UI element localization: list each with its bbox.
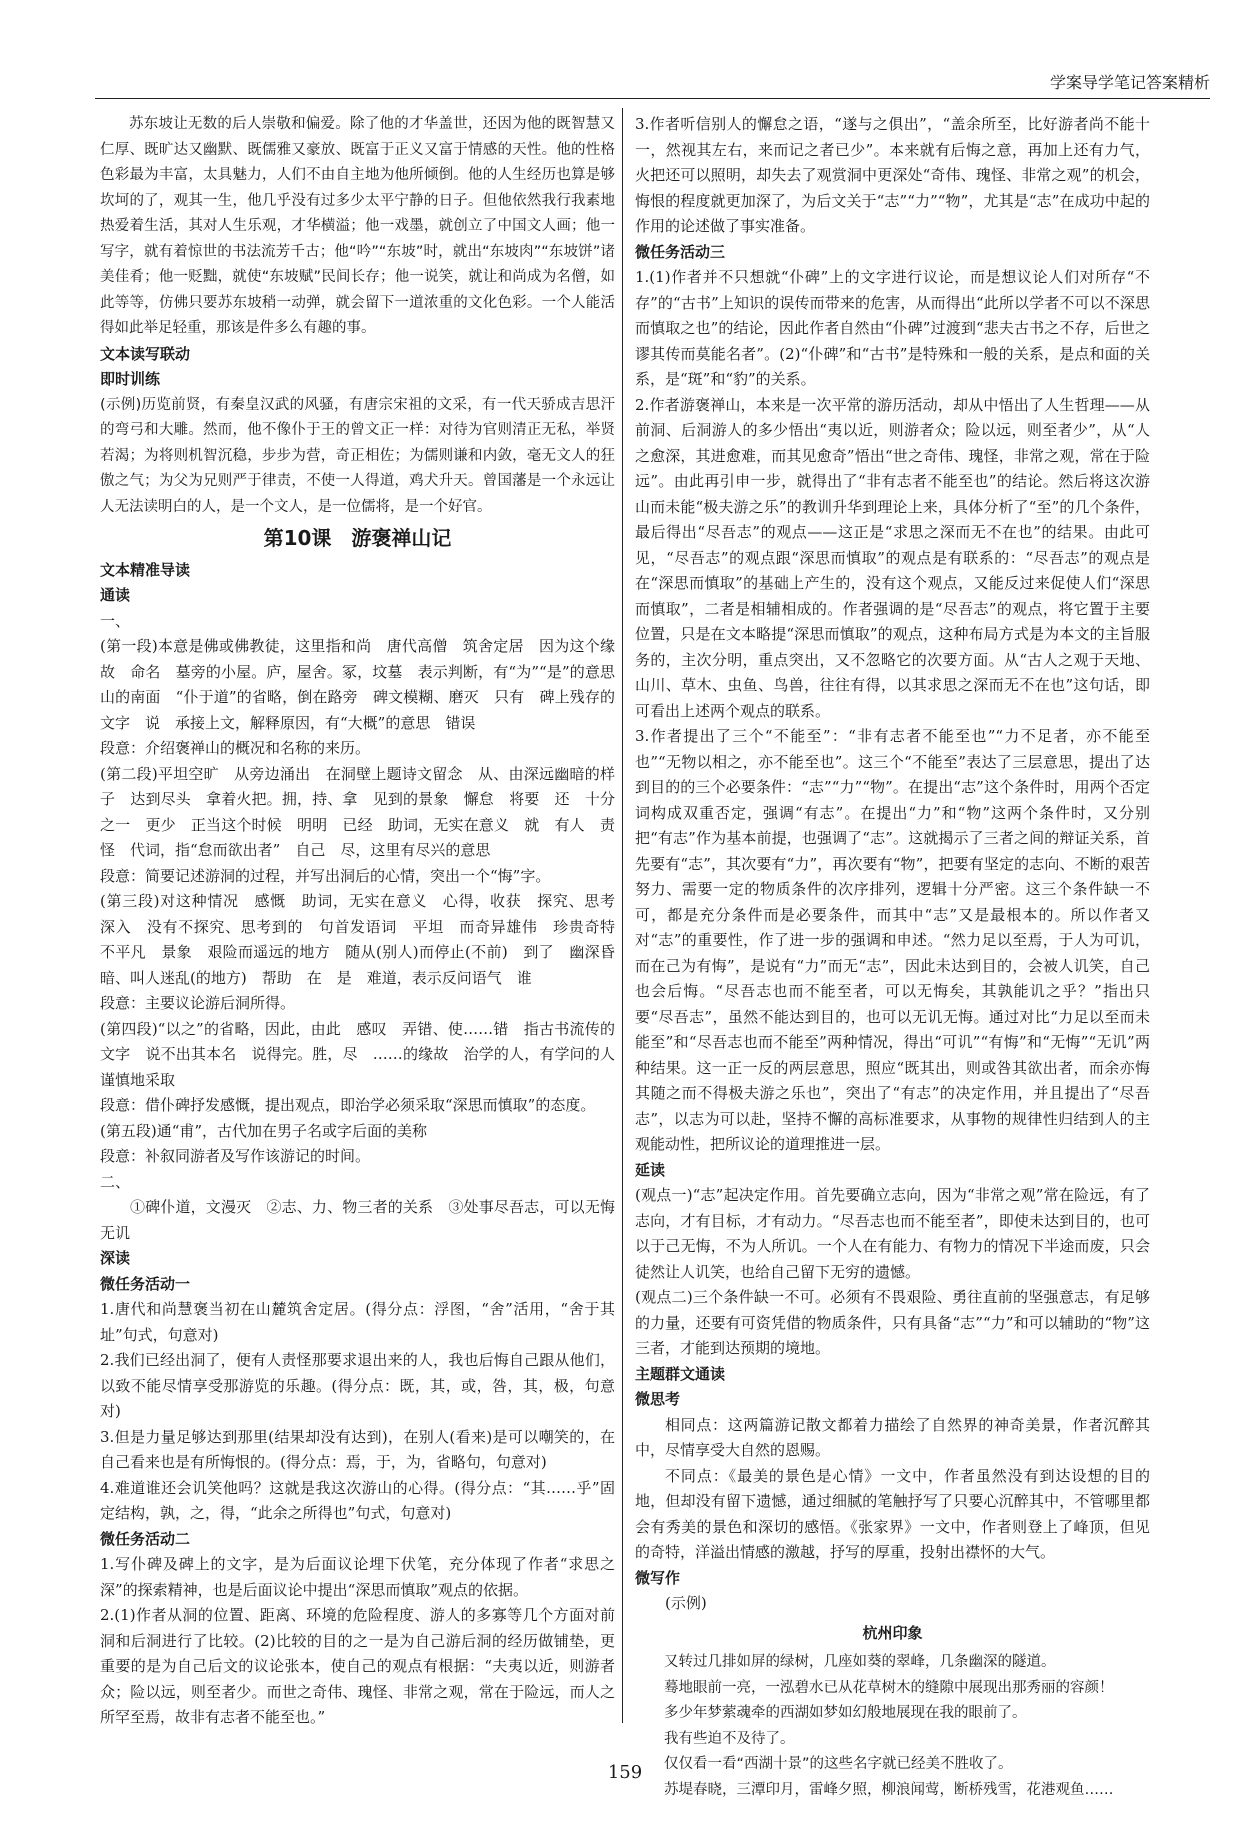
answer-item: 2.我们已经出洞了，便有人责怪那要求退出来的人，我也后悔自己跟从他们，以致不能尽情享受那游览的乐趣。(得分点：既，其，或，咎，其，极，句意对) [100,1351,615,1420]
section-heading: 文本精准导读 [100,560,191,579]
gloss-paragraph: (第四段)“以之”的省略，因此，由此 感叹 弄错、使……错 指古书流传的文字 说不出其本名 说得完。胜，尽 ……的缘故 治学的人，有学问的人 谨慎地采取 [100,1019,631,1089]
gloss-paragraph: (第二段)平坦空旷 从旁边涌出 在洞壁上题诗文留念 从、由深远幽暗的样子 达到尽头 拿着火把。拥，持、拿 见到的景象 懈怠 将要 还 十分之一 更少 正当这个时候 明明 已经 助词，无实在意义 就 有人 责怪 代词，指“怠而欲出者” 自己 尽，这里有尽兴的意思 [100,764,615,859]
essay-line: 多少年梦萦魂牵的西湖如梦如幻般地展现在我的眼前了。 [664,1705,1027,1721]
essay-title: 杭州印象 [862,1623,923,1642]
lesson-title: 第10课 游褒禅山记 [263,526,452,550]
paragraph-summary: 段意：介绍褒禅山的概况和名称的来历。 [100,739,371,757]
gloss-paragraph: (第一段)本意是佛或佛教徒，这里指和尚 唐代高僧 筑舍定居 因为这个缘故 命名 墓旁的小屋。庐，屋舍。冢，坟墓 表示判断，有“为”“是”的意思 山的南面 “仆于道”的省略，倒在路旁 碑文模糊、磨灭 只有 碑上残存的文字 说 承接上文，解释原因，有“大概”的意思 错误 [100,637,631,732]
list-marker: 二、 [100,1172,131,1191]
answer-item: 2.作者游褒禅山，本来是一次平常的游历活动，却从中悟出了人生哲理——从前洞、后洞游人的多少悟出“夷以近，则游者众；险以远，则至者少”，从“人之愈深，其进愈难，而其见愈奇”悟出“世之奇伟、瑰怪，非常之观，常在于险远”。由此再引申一步，就得出了“非有志者不能至也”的结论。然后将这次游山而未能“极夫游之乐”的教训升华到理论上来，具体分析了“至”的几个条件，最后得出“尽吾志”的观点——这正是“求思之深而无不在也”的结果。由此可见，“尽吾志”的观点跟“深思而慎取”的观点是有联系的：“尽吾志”的观点是在“深思而慎取”的基础上产生的，没有这个观点，又能反过来促使人们“深思而慎取”，二者是相辅相成的。作者强调的是“尽吾志”的观点，将它置于主要位置，只是在文本略提“深思而慎取”的观点，这种布局方式是为本文的主旨服务的，主次分明，重点突出，又不忽略它的次要方面。从“古人之观于天地、山川、草木、虫鱼、鸟兽，往往有得，以其求思之深而无不在也”这句话，即可看出上述两个观点的联系。 [635,395,1150,720]
left-column [100,112,631,1731]
section-heading: 主题群文通读 [635,1364,726,1383]
gloss-paragraph: (第五段)通“甫”，古代加在男子名或字后面的美称 [100,1121,428,1140]
section-heading: 微任务活动二 [100,1529,191,1548]
section-heading: 微任务活动一 [100,1274,191,1293]
section-heading: 微写作 [635,1568,681,1587]
paragraph-summary: 段意：补叙同游者及写作该游记的时间。 [100,1147,371,1165]
section-heading: 即时训练 [100,370,161,388]
answer-item: 3.但是力量足够达到那里(结果却没有达到)，在别人(看来)是可以嘲笑的，在自己看来也是有所悔恨的。(得分点：焉，于，为，省略句，句意对) [100,1427,615,1471]
page-header: 学案导学笔记答案精析 [1049,73,1210,92]
answer-item: 4.难道谁还会讥笑他吗？这就是我这次游山的心得。(得分点：“其……乎”固定结构，孰，之，得，“此余之所得也”句式，句意对) [100,1478,615,1522]
header-rule [95,98,1210,99]
paragraph-summary: 段意：简要记述游洞的过程，并写出洞后的心情，突出一个“悔”字。 [100,866,551,885]
sample-label: (示例) [665,1594,707,1612]
answer-item: 2.(1)作者从洞的位置、距离、环境的危险程度、游人的多寡等几个方面对前洞和后洞进行了比较。(2)比较的目的之一是为自己游后洞的经历做铺垫，更重要的是为自己后文的议论张本，使自己的观点有根据：“夫夷以近，则游者众；险以远，则至者少。而世之奇伟、瑰怪、非常之观，常在于险远，而人之所罕至焉，故非有志者不能至也。” [100,1606,615,1726]
column-divider [622,108,623,1723]
paragraph-summary: 段意：借仆碑抒发感慨，提出观点，即治学必须采取“深思而慎取”的态度。 [100,1096,596,1114]
essay-paragraph: 苏东坡让无数的后人崇敬和偏爱。除了他的才华盖世，还因为他的既智慧又仁厚、既旷达又幽默、既儒雅又豪放、既富于正义又富于情感的天性。他的性格色彩最为丰富，太具魅力，人们不由自主地为他所倾倒。他的人生经历也算是够坎坷的了，观其一生，他几乎没有过多少太平宁静的日子。但他依然我行我素地热爱着生活，其对人生乐观，才华横溢；他一戏墨，就创立了中国文人画；他一写字，就有着惊世的书法流芳千古；他“吟”“东坡”时，就出“东坡肉”“东坡饼”诸美佳肴；他一贬黜，就使“东坡赋”民间长存；他一说笑，就让和尚成为名僧，如此等等，仿佛只要苏东坡稍一动弹，就会留下一道浓重的文化色彩。一个人能活得如此举足轻重，那该是件多么有趣的事。 [100,116,615,336]
section-heading: 通读 [100,586,131,604]
list-marker: 一、 [100,611,131,630]
section-heading: 深读 [100,1249,131,1267]
answer-item: (观点二)三个条件缺一不可。必须有不畏艰险、勇往直前的坚强意志，有足够的力量，还要有可资凭借的物质条件，只有具备“志”“力”和可以辅助的“物”这三者，才能到达预期的境地。 [635,1288,1150,1357]
essay-line: 又转过几排如屏的绿树，几座如葵的翠峰，几条幽深的隧道。 [664,1654,1056,1670]
answer-item: 1.写仆碑及碑上的文字，是为后面议论埋下伏笔，充分体现了作者“求思之深”的探索精神，也是后面议论中提出“深思而慎取”观点的依据。 [100,1555,615,1599]
essay-line: 蓦地眼前一亮，一泓碧水已从花草树木的缝隙中展现出那秀丽的容颜！ [664,1679,1114,1696]
answer-item: (观点一)“志”起决定作用。首先要确立志向，因为“非常之观”常在险远，有了志向，才有目标，才有动力。“尽吾志也而不能至者”，即使未达到目的，也可以于己无悔，不为人所讥。一个人在有能力、有物力的情况下半途而废，只会徒然让人讥笑，也给自己留下无穷的遗憾。 [635,1186,1150,1281]
paragraph-summary: 段意：主要议论游后洞所得。 [100,994,296,1012]
section-heading: 延读 [635,1160,666,1179]
page-number: 159 [607,1762,643,1783]
sample-paragraph: (示例)历览前贤，有秦皇汉武的风骚，有唐宗宋祖的文采，有一代天骄成吉思汗的弯弓和大雕。然而，他不像仆于王的曾文正一样：对待为官则清正无私，举贤若渴；为将则机智沉稳，步步为营，奇正相佐；为儒则谦和内敛，毫无文人的狂傲之气；为父为兄则严于律责，不使一人得道，鸡犬升天。曾国藩是一个永远让人无法读明白的人，是一个文人，是一位儒将，是一个好官。 [100,396,615,515]
answer-item: ①碑仆道，文漫灭 ②志、力、物三者的关系 ③处事尽吾志，可以无悔无讥 [100,1198,615,1242]
section-heading: 文本读写联动 [100,344,191,363]
right-column [635,112,1150,1803]
answer-item: 相同点：这两篇游记散文都着力描绘了自然界的神奇美景，作者沉醉其中，尽情享受大自然的恩赐。 [635,1415,1150,1459]
answer-item: 不同点：《最美的景色是心情》一文中，作者虽然没有到达设想的目的地，但却没有留下遗憾，通过细腻的笔触抒写了只要心沉醉其中，不管哪里都会有秀美的景色和深切的感悟。《张家界》一文中，作者则登上了峰顶，但见的奇特，洋溢出情感的激越，抒写的厚重，投射出襟怀的大气。 [635,1466,1150,1561]
section-heading: 微任务活动三 [635,242,726,261]
answer-item: 1.唐代和尚慧褒当初在山麓筑舍定居。(得分点：浮图，“舍”活用，“舍于其址”句式，句意对) [100,1300,615,1344]
answer-item: 1.(1)作者并不只想就“仆碑”上的文字进行议论，而是想议论人们对所存“不存”的“古书”上知识的误传而带来的危害，从而得出“此所以学者不可以不深思而慎取之也”的结论，因此作者自然由“仆碑”过渡到“悲夫古书之不存，后世之谬其传而莫能名者”。(2)“仆碑”和“古书”是特殊和一般的关系，是点和面的关系，是“斑”和“豹”的关系。 [635,268,1150,388]
answer-item: 3.作者提出了三个“不能至”：“非有志者不能至也”“力不足者，亦不能至也”“无物以相之，亦不能至也”。这三个“不能至”表达了三层意思，提出了达到目的的三个必要条件：“志”“力”“物”。在提出“志”这个条件时，用两个否定词构成双重否定，强调“有志”。在提出“力”和“物”这两个条件时，又分别把“有志”作为基本前提，也强调了“志”。这就揭示了三者之间的辩证关系，首先要有“志”，其次要有“力”，再次要有“物”，把要有坚定的志向、不断的艰苦努力、需要一定的物质条件的次序排列，逻辑十分严密。这三个条件缺一不可，都是充分条件而是必要条件，而其中“志”又是最根本的。所以作者又对“志”的重要性，作了进一步的强调和申述。“然力足以至焉，于人为可讥，而在己为有悔”，是说有“力”而无“志”，因此未达到目的，会被人讥笑，自己也会后悔。“尽吾志也而不能至者，可以无悔矣，其孰能讥之乎？”指出只要“尽吾志”，虽然不能达到目的，也可以无讥无悔。通过对比“力足以至而未能至”和“尽吾志也而不能至”两种情况，得出“可讥”“有悔”和“无悔”“无讥”两种结果。这一正一反的两层意思，照应“既其出，则或咎其欲出者，而余亦悔其随之而不得极夫游之乐也”，突出了“有志”的决定作用，并且提出了“尽吾志”，以志为可以赴，坚持不懈的高标准要求，从事物的规律性归结到人的主观能动性，把所议论的道理推进一层。 [635,727,1150,1153]
answer-item: 3.作者听信别人的懈怠之语，“遂与之俱出”，“盖余所至，比好游者尚不能十一，然视其左右，来而记之者已少”。本来就有后悔之意，再加上还有力气，火把还可以照明，却失去了观赏洞中更深处“奇伟、瑰怪、非常之观”的机会，悔恨的程度就更加深了，为后文关于“志”“力”“物”，尤其是“志”在成功中起的作用的论述做了事实准备。 [635,115,1150,235]
essay-line: 苏堤春晓，三潭印月，雷峰夕照，柳浪闻莺，断桥残雪，花港观鱼…… [664,1781,1114,1798]
section-heading: 微思考 [635,1390,681,1408]
gloss-paragraph: (第三段)对这种情况 感慨 助词，无实在意义 心得，收获 探究、思考 深入 没有不探究、思考到的 句首发语词 平坦 而奇异雄伟 珍贵奇特 不平凡 景象 艰险而遥远的地方 随从(别人)而停止(不前) 到了 幽深昏暗、叫人迷乱(的地方) 帮助 在 是 难道，表示反问语气 谁 [100,892,631,987]
essay-line: 我有些迫不及待了。 [664,1730,795,1747]
essay-line: 仅仅看一看“西湖十景”的这些名字就已经美不胜收了。 [664,1756,1013,1772]
